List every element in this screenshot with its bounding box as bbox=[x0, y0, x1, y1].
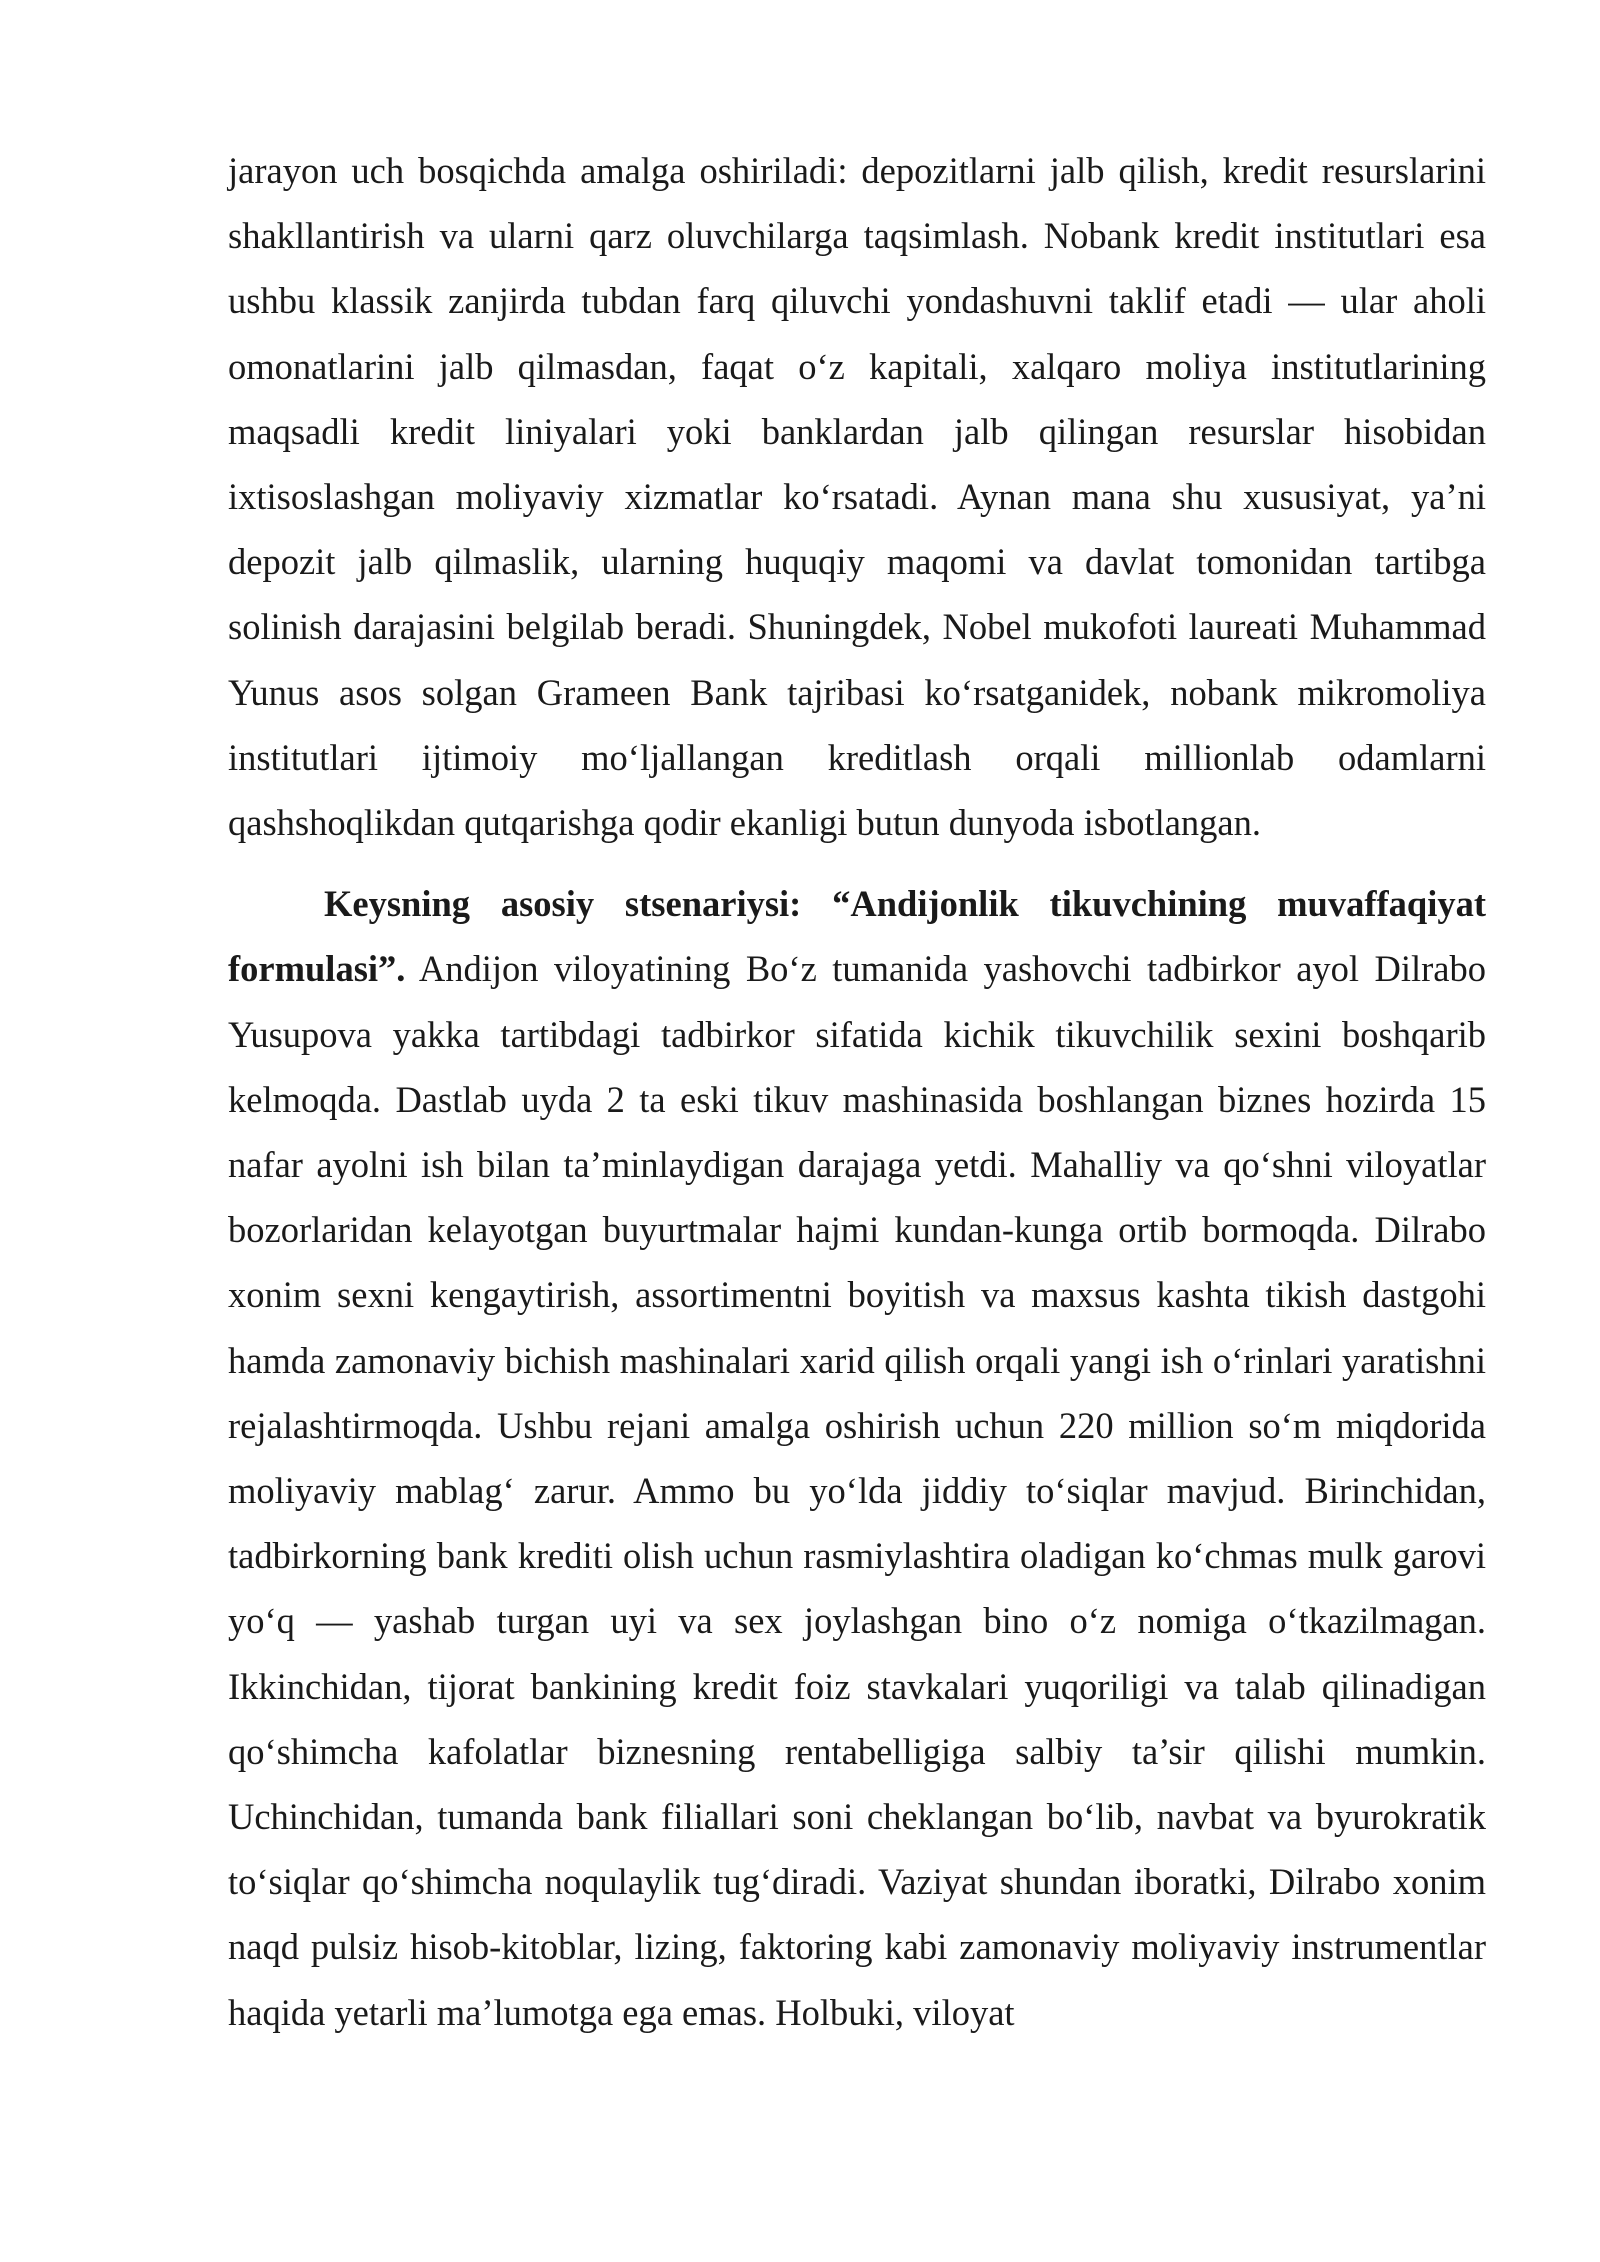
case-scenario-body: Andijon viloyatining Bo‘z tumanida yashovchi tadbirkor ayol Dilrabo Yusupova yakka tartibdagi tadbirkor sifatida kichik tikuvchilik sexini boshqarib kelmoqda. Dastlab uyda 2 ta eski tikuv mashinasida boshlangan biznes hozirda 15 nafar ayolni ish bilan ta’minlaydigan darajaga yetdi. Mahalliy va qo‘shni viloyatlar bozorlaridan kelayotgan buyurtmalar hajmi kundan-kunga ortib bormoqda. Dilrabo xonim sexni kengaytirish, assortimentni boyitish va maxsus kashta tikish dastgohi hamda zamonaviy bichish mashinalari xarid qilish orqali yangi ish o‘rinlari yaratishni rejalashtirmoqda. Ushbu rejani amalga oshirish uchun 220 million so‘m miqdorida moliyaviy mablag‘ zarur. Ammo bu yo‘lda jiddiy to‘siqlar mavjud. Birinchidan, tadbirkorning bank krediti olish uchun rasmiylashtira oladigan ko‘chmas mulk garovi yo‘q — yashab turgan uyi va sex joylashgan bino o‘z nomiga o‘tkazilmagan. Ikkinchidan, tijorat bankining kredit foiz stavkalari yuqoriligi va talab qilinadigan qo‘shimcha kafolatlar biznesning rentabelligiga salbiy ta’sir qilishi mumkin. Uchinchidan, tumanda bank filiallari soni cheklangan bo‘lib, navbat va byurokratik to‘siqlar qo‘shimcha noqulaylik tug‘diradi. Vaziyat shundan iboratki, Dilrabo xonim naqd pulsiz hisob-kitoblar, lizing, faktoring kabi zamonaviy moliyaviy instrumentlar haqida yetarli ma’lumotga ega emas. Holbuki, viloyat bbox=[228, 948, 1486, 2033]
document-page bbox=[228, 138, 1486, 2045]
paragraph-2 bbox=[228, 871, 1486, 2045]
paragraph-1: jarayon uch bosqichda amalga oshiriladi: depozitlarni jalb qilish, kredit resurslarini shakllantirish va ularni qarz oluvchilarga taqsimlash. Nobank kredit institutlari esa ushbu klassik zanjirda tubdan farq qiluvchi yondashuvni taklif etadi — ular aholi omonatlarini jalb qilmasdan, faqat o‘z kapitali, xalqaro moliya institutlarining maqsadli kredit liniyalari yoki banklardan jalb qilingan resurslar hisobidan ixtisoslashgan moliyaviy xizmatlar ko‘rsatadi. Aynan mana shu xususiyat, ya’ni depozit jalb qilmaslik, ularning huquqiy maqomi va davlat tomonidan tartibga solinish darajasini belgilab beradi. Shuningdek, Nobel mukofoti laureati Muhammad Yunus asos solgan Grameen Bank tajribasi ko‘rsatganidek, nobank mikromoliya institutlari ijtimoiy mo‘ljallangan kreditlash orqali millionlab odamlarni qashshoqlikdan qutqarishga qodir ekanligi butun dunyoda isbotlangan. bbox=[228, 150, 1486, 844]
case-scenario-heading: Keysning asosiy stsenariysi: “Andijonlik tikuvchining muvaffaqiyat formulasi”. bbox=[228, 883, 1486, 990]
